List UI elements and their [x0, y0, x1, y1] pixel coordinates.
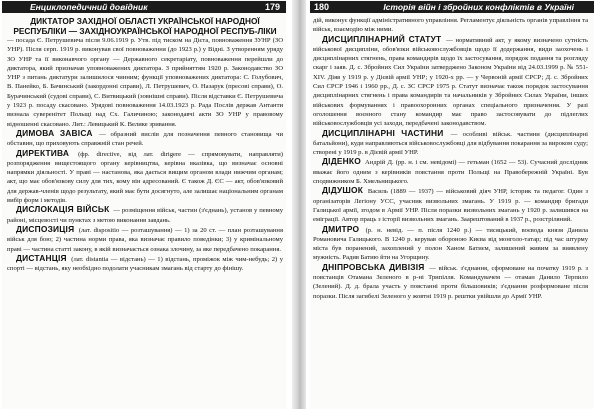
entry-text-directive: (фр. directive, від лат. dirigere — спрямовувати, направляти) розпорядження вищестоящого органу керівництва, керівна вказівка, що визначає основні напрямки діяльності. У праві — настанова, яка дається вищим органом влади нижчим органам; акт, що має обов'язкову силу для тих, кому він адресований. Є також Д. ЄС — акт, обов'язковий для держав-членів щодо результату, який має бути досягнуто, але залишає національним органам вибір форм і методів. — [7, 150, 283, 205]
entry-dnipro-division — [313, 263, 588, 301]
entry-smoke-screen — [7, 129, 283, 149]
entry-text-didushok: Василь (1889 — 1937) — військовий діяч УНР, історик та педагог. Один з організаторів Легіону УСС, учасник визвольних змагань. У 1919 р. — командир бригади Галицької армії, згодом в Армії УНР. Після поразки визвольних змагань у 1920 р. залишився на еміграції. Автор праць з історії визвольних змагань. Заарештований в 1937 р., розстріляний. — [313, 188, 588, 224]
headword-dislocation: ДИСЛОКАЦІЯ ВІЙСЬК — [16, 204, 110, 215]
right-page-number: 180 — [314, 2, 330, 12]
right-page — [310, 0, 594, 409]
left-running-title: Енциклопедичний довідник — [30, 2, 148, 12]
entry-dislocation — [7, 205, 283, 225]
entry-text-disposition: (лат. dispositio — розташування) — 1) за 20 ст. — план розташування військ для бою; 2) частина норми права, яка визначає правило поведінки; 3) у кримінальному праві — частина статті закону, в якій визначається ознака злочину, за яке передбачено покарання. — [7, 226, 283, 253]
entry-disposition — [7, 225, 283, 254]
entry-text-disciplinary-units: — особливі військ. частини (дисциплінарні батальйони), куди направляються військовослужбовці для відбування покарання за вироком суду; створені у 1919 р. в Дієвій армії УНР. — [313, 130, 588, 157]
headword-didushok: ДІДУШОК — [322, 185, 364, 196]
headword-directive: ДИРЕКТИВА — [16, 147, 70, 158]
entry-text-dislocation: — розміщення військ, частин (з'єднань), установ у певному районі, місцевості чи пунктах з метою виконання завдань. — [7, 207, 283, 224]
headword-didenko: ДІДЕНКО — [322, 156, 361, 167]
headword-disposition: ДИСПОЗИЦІЯ — [16, 223, 75, 234]
entry-text-dictator: — посада Є. Петрушевича після 9.06.1919 р. Утв. під тиском на Дієта, повноваження ЗУНР (ЗО УНР). Після серп. 1919 р. виконував свої повноваження (до 1923 р.) у Відні. З утворенням уряду ЗО УНР та її виконавчого органу — Державного секретаріату, повноваження перейшли до диктатора, який призначав уповноважених диктатора. З прийняттям 1920 р. Законодавство ЗО УНР з питань диктатури залишилося чинним; функції уповноважених диктатора: С. Голубович, В. Панейко, Б. Бачинський (закордонні справи), Л. Петрушевич, О. Назарук (пресові справи), О. Бурачинський (судові справи), С. Витвицький (зовнішні справи). Після відставки Є. Петрушевича у 1923 р. посаду скасовано. Урядові повноваження 14.03.1923 р. Рада Послів держав Антанти визнала суверенітет Польщі над Сх. Галичиною; законодавчі акти ЗО УНР у правовому відношенні скасовано. Лит.: Левицький К. Велике зривання. — [7, 37, 283, 128]
headword-dmytro: ДМИТРО — [322, 223, 360, 234]
headword-dnipro-division: ДНІПРОВСЬКА ДИВІЗІЯ — [322, 261, 425, 272]
entry-didushok — [313, 186, 588, 224]
headword-distance: ДИСТАНЦІЯ — [16, 252, 67, 263]
right-running-head — [310, 1, 594, 13]
entry-title-dictator: ДИКТАТОР ЗАХІДНОЇ ОБЛАСТІ УКРАЇНСЬКОЇ НАРОДНОЇ РЕСПУБЛІКИ — ЗАХІДНОУКРАЇНСЬКОЇ НАРОДНОЇ РЕСПУБ-ЛІКИ — [13, 16, 277, 36]
entry-text-distance: (лат. distantia — відстань) — 1) відстань, проміжок між чим-небудь; 2) у спорті — відстань, яку необхідно подолати учасникам змагань від старту до фінішу. — [7, 255, 283, 273]
headword-smoke-screen: ДИМОВА ЗАВІСА — [16, 127, 93, 138]
left-text-column — [2, 16, 286, 273]
book-gutter — [292, 0, 306, 409]
entry-text-smoke-screen: — образний вислів для позначення певного становища чи обставин, що приховують справжній стан речей. — [7, 130, 284, 148]
entry-disciplinary-units — [313, 129, 588, 158]
left-running-head — [2, 1, 286, 13]
entry-text-disciplinary-statute: — нормативний акт, у якому визначено сутність військової дисципліни, обов'язки військовослужбовців щодо її додержання, види заохочень і дисциплінарних стягнень, права командирів щодо їх застосування, порядок подання та розгляду скарг і заяв. Д. с. Збройних Сил України затверджено Законом України від 24.03.1999 р. № 551-XIV. Діяв у 1919 р. у Дієвій армії УНР; у 1920-х рр. — у Червоній армії СРСР; Д. с. Збройних Сил СРСР 1946 і 1960 рр., Д. с. ЗС СРСР 1975 р. Статут визначає також порядок застосування дисциплінарних стягнень і права командирів та начальників у Збройних Силах України, інших військових формуваннях і правоохоронних органах спеціального призначення. У разі оголошення воєнного стану командир має право застосовувати до підлеглих військовослужбовців усі заходи, передбачені законодавством. — [313, 36, 588, 128]
entry-disciplinary-statute — [313, 35, 588, 129]
right-text-column — [310, 16, 594, 301]
right-running-title: Історія війн і збройних конфліктів в Україні — [383, 2, 574, 12]
entry-text-didenko: Андрій Д. (рр. н. і см. невідомі) — гетьман (1652 — 53). Сучасний дослідник вважає його одним з керівників повстання проти Польщі на Правобережній Україні. Був сподвижником Б. Хмельницького. — [313, 159, 588, 186]
left-page-number: 179 — [264, 2, 280, 12]
headword-disciplinary-units: ДИСЦИПЛІНАРНІ ЧАСТИНИ — [322, 127, 444, 138]
entry-text-dmytro: (р. н. невід. — п. після 1240 р.) — тисяцький, воєвода князя Данила Романовича Галицького. В 1240 р. керував обороною Києва від монголо-татар; під час штурму міста був поранений, захоплений у полон Ханом Батиєм, залишений живим за виявлену мужність. Радив Батию йти на Угорщину. — [313, 226, 589, 262]
entry-distance — [7, 254, 283, 274]
entry-dmytro — [313, 225, 588, 263]
headword-disciplinary-statute: ДИСЦИПЛІНАРНИЙ СТАТУТ — [322, 33, 442, 44]
continued-text: дій, виконує функції адміністративного управління. Регламентує діяльність органів управління та військ, взаємодію між ними. — [313, 17, 588, 34]
entry-directive — [7, 149, 283, 206]
entry-didenko — [313, 157, 588, 186]
left-page — [2, 0, 286, 409]
entry-text-dnipro-division: — військ. з'єднання, сформоване на початку 1919 р. з повстанців Отамана Зеленого в р-ні Трипілля. Командувачем — отаман Данило Терпило (Зелений). Д. д. брала участь у повстанні проти більшовиків; з'єднання розформоване після поразки. Після загибелі Зеленого у жовтні 1919 р. рештки увійшли до Армії УНР. — [313, 264, 589, 300]
